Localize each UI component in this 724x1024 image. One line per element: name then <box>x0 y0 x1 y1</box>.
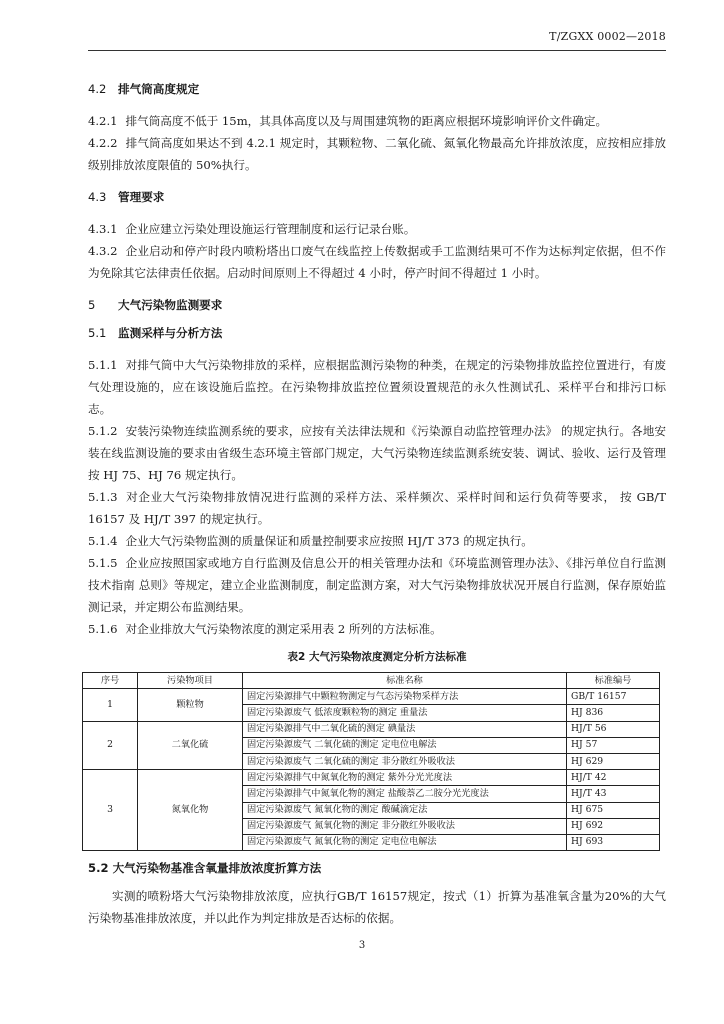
section-5-heading <box>88 294 666 316</box>
cell-standard-code: HJ/T 56 <box>567 721 660 737</box>
header-standard-code: 标准编号 <box>567 673 660 689</box>
clause-number: 5.1.3 <box>88 490 118 504</box>
clause-5-1-6 <box>88 618 666 640</box>
clause-text: 对企业大气污染物排放情况进行监测的采样方法、采样频次、采样时间和运行负荷等要求， 按 GB/T 16157 及 HJ/T 397 的规定执行。 <box>88 490 666 526</box>
section-title: 管理要求 <box>118 190 165 204</box>
clause-number: 5.1.1 <box>88 358 118 372</box>
table-row <box>83 721 660 737</box>
section-4-3-heading <box>88 186 666 208</box>
cell-standard-name: 固定污染源废气 低浓度颗粒物的测定 重量法 <box>243 705 567 721</box>
table-caption: 表2 大气污染物浓度测定分析方法标准 <box>287 651 467 663</box>
clause-text: 对企业排放大气污染物浓度的测定采用表 2 所列的方法标准。 <box>125 622 442 636</box>
cell-pollutant: 二氧化硫 <box>138 721 243 770</box>
clause-text: 企业应建立污染处理设施运行管理制度和运行记录台账。 <box>125 222 416 236</box>
cell-standard-name: 固定污染源排气中氮氧化物的测定 紫外分光光度法 <box>243 770 567 786</box>
clause-4-2-1 <box>88 110 666 132</box>
section-title: 大气污染物监测要求 <box>118 298 223 312</box>
standards-table <box>82 672 660 851</box>
clause-4-3-1 <box>88 218 666 240</box>
clause-number: 4.2.2 <box>88 136 118 150</box>
section-5-2-heading: 5.2 大气污染物基准含氧量排放浓度折算方法 <box>88 861 322 876</box>
cell-standard-name: 固定污染源废气 氮氧化物的测定 非分散红外吸收法 <box>243 818 567 834</box>
clause-5-1-3 <box>88 486 666 530</box>
cell-standard-name: 固定污染源排气中颗粒物测定与气态污染物采样方法 <box>243 689 567 705</box>
cell-seq: 3 <box>83 770 138 851</box>
section-number: 5 <box>88 298 96 312</box>
clause-number: 5.1.2 <box>88 424 118 438</box>
cell-standard-code: HJ 675 <box>567 802 660 818</box>
header-divider <box>88 50 666 51</box>
clause-text: 企业应按照国家或地方自行监测及信息公开的相关管理办法和《环境监测管理办法》、《排污单位自行监测技术指南 总则》等规定，建立企业监测制度，制定监测方案，对大气污染物排放状况开展自行监测，保存原始监测记录，并定期公布监测结果。 <box>88 556 666 614</box>
document-code: T/ZGXX 0002—2018 <box>549 30 666 43</box>
cell-seq: 2 <box>83 721 138 770</box>
clause-text: 对排气筒中大气污染物排放的采样，应根据监测污染物的种类，在规定的污染物排放监控位置进行，有废气处理设施的，应在该设施后监控。在污染物排放监控位置须设置规范的永久性测试孔、采样平台和排污口标志。 <box>88 358 666 416</box>
clause-4-3-2 <box>88 240 666 284</box>
clause-5-1-2 <box>88 420 666 486</box>
section-number: 4.3 <box>88 190 107 204</box>
cell-standard-name: 固定污染源废气 二氧化硫的测定 定电位电解法 <box>243 737 567 753</box>
cell-standard-name: 固定污染源排气中氮氧化物的测定 盐酸萘乙二胺分光光度法 <box>243 786 567 802</box>
cell-standard-code: HJ/T 42 <box>567 770 660 786</box>
header-pollutant: 污染物项目 <box>138 673 243 689</box>
clause-number: 4.2.1 <box>88 114 118 128</box>
section-number: 5.1 <box>88 326 107 340</box>
clause-5-1-5 <box>88 552 666 618</box>
cell-standard-code: HJ 57 <box>567 737 660 753</box>
clause-5-2-text: 实测的喷粉塔大气污染物排放浓度，应执行GB/T 16157规定，按式（1）折算为基准氧含量为20%的大气污染物基准排放浓度，并以此作为判定排放是否达标的依据。 <box>88 889 666 926</box>
clause-text: 排气筒高度如果达不到 4.2.1 规定时，其颗粒物、二氧化硫、氮氧化物最高允许排放浓度，应按相应排放级别排放浓度限值的 50%执行。 <box>88 136 666 172</box>
section-5-1-heading <box>88 322 666 344</box>
section-title: 排气筒高度规定 <box>118 82 200 96</box>
header-standard-name: 标准名称 <box>243 673 567 689</box>
cell-pollutant: 颗粒物 <box>138 689 243 721</box>
clause-text: 排气筒高度不低于 15m，其具体高度以及与周围建筑物的距离应根据环境影响评价文件确定。 <box>125 114 608 128</box>
cell-standard-code: HJ/T 43 <box>567 786 660 802</box>
section-4-2-heading <box>88 78 666 100</box>
cell-standard-code: HJ 836 <box>567 705 660 721</box>
clause-number: 5.1.6 <box>88 622 118 636</box>
clause-text: 安装污染物连续监测系统的要求，应按有关法律法规和《污染源自动监控管理办法》 的规定执行。各地安装在线监测设施的要求由省级生态环境主管部门规定，大气污染物连续监测系统安装、调试、验收、运行及管理按 HJ 75、HJ 76 规定执行。 <box>88 424 666 482</box>
clause-number: 5.1.5 <box>88 556 118 570</box>
cell-standard-code: GB/T 16157 <box>567 689 660 705</box>
cell-standard-code: HJ 692 <box>567 818 660 834</box>
cell-standard-name: 固定污染源废气 氮氧化物的测定 定电位电解法 <box>243 834 567 850</box>
clause-number: 4.3.1 <box>88 222 118 236</box>
cell-standard-name: 固定污染源废气 二氧化硫的测定 非分散红外吸收法 <box>243 753 567 769</box>
section-title: 监测采样与分析方法 <box>118 326 223 340</box>
clause-number: 5.1.4 <box>88 534 118 548</box>
cell-standard-code: HJ 693 <box>567 834 660 850</box>
cell-seq: 1 <box>83 689 138 721</box>
clause-number: 4.3.2 <box>88 244 118 258</box>
clause-5-1-4 <box>88 530 666 552</box>
clause-text: 企业大气污染物监测的质量保证和质量控制要求应按照 HJ/T 373 的规定执行。 <box>125 534 533 548</box>
clause-5-1-1 <box>88 354 666 420</box>
cell-standard-code: HJ 629 <box>567 753 660 769</box>
cell-standard-name: 固定污染源废气 氮氧化物的测定 酸碱滴定法 <box>243 802 567 818</box>
page-number: 3 <box>358 940 366 951</box>
table-row <box>83 770 660 786</box>
table-header-row <box>83 673 660 689</box>
section-number: 4.2 <box>88 82 107 96</box>
clause-text: 企业启动和停产时段内喷粉塔出口废气在线监控上传数据或手工监测结果可不作为达标判定依据，但不作为免除其它法律责任依据。启动时间原则上不得超过 4 小时，停产时间不得超过 1 小时。 <box>88 244 666 280</box>
table-row <box>83 689 660 705</box>
cell-pollutant: 氮氧化物 <box>138 770 243 851</box>
cell-standard-name: 固定污染源排气中二氧化硫的测定 碘量法 <box>243 721 567 737</box>
clause-4-2-2 <box>88 132 666 176</box>
page-body <box>88 78 666 929</box>
header-seq: 序号 <box>83 673 138 689</box>
